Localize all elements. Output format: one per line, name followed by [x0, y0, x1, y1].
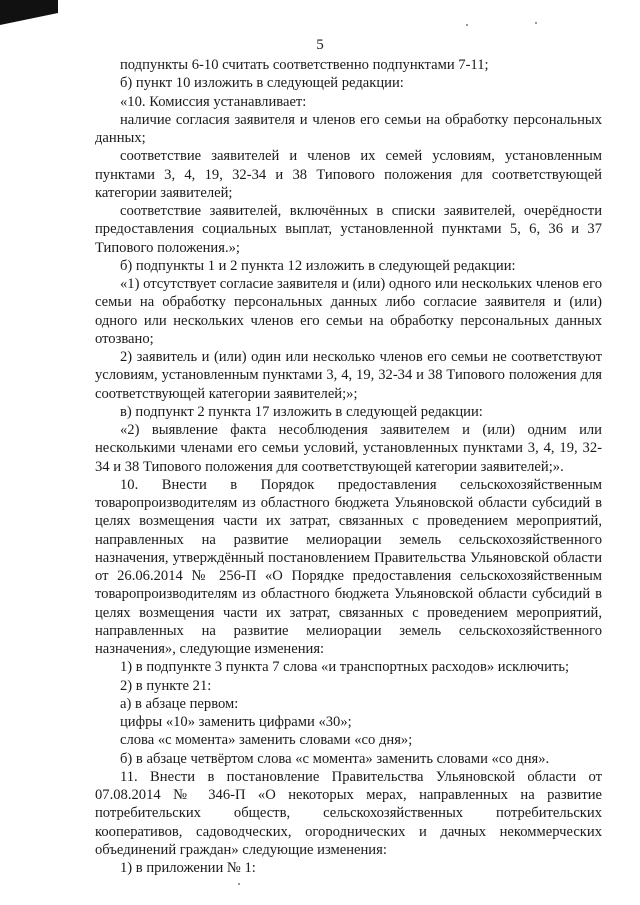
- document-paragraph: подпункты 6-10 считать соответственно подпунктами 7-11;: [120, 57, 489, 73]
- document-body: [95, 56, 602, 877]
- document-paragraph: соответствие заявителей и членов их семей условиям, установленным пунктами 3, 4, 19, 32-34 и 38 Типового положения для соответствующей категории заявителей;: [95, 148, 602, 201]
- document-paragraph: слова «с момента» заменить словами «со дня»;: [120, 732, 413, 749]
- document-paragraph: «10. Комиссия устанавливает:: [120, 93, 307, 110]
- page-number: 5: [316, 37, 324, 53]
- document-paragraph: наличие согласия заявителя и членов его семьи на обработку персональных данных;: [95, 111, 602, 146]
- scan-speck: [535, 22, 537, 24]
- document-paragraph: 10. Внести в Порядок предоставления сельскохозяйственным товаропроизводителям из областного бюджета Ульяновской области субсидий в целях возмещения части их затрат, связанных с проведением мероприятий, направленных на развитие мелиорации земель сельскохозяйственного назначения, утверждённый постановлением Правительства Ульяновской области от 26.06.2014 № 256-П «О Порядке предоставления сельскохозяйственным товаропроизводителям из областного бюджета Ульяновской области субсидий в целях возмещения части их затрат, связанных с проведением мероприятий, направленных на развитие мелиорации земель сельскохозяйственного назначения», следующие изменения:: [95, 476, 602, 657]
- scan-speck: [238, 883, 240, 885]
- document-paragraph: 1) в приложении № 1:: [120, 860, 256, 876]
- scan-speck: [466, 24, 468, 26]
- document-paragraph: в) подпункт 2 пункта 17 изложить в следующей редакции:: [120, 403, 483, 420]
- document-paragraph: цифры «10» заменить цифрами «30»;: [120, 714, 352, 730]
- document-paragraph: б) пункт 10 изложить в следующей редакции:: [120, 75, 404, 92]
- document-paragraph: б) в абзаце четвёртом слова «с момента» заменить словами «со дня».: [120, 750, 550, 767]
- document-paragraph: 2) в пункте 21:: [120, 677, 212, 694]
- document-paragraph: 1) в подпункте 3 пункта 7 слова «и транспортных расходов» исключить;: [120, 659, 570, 676]
- document-paragraph: соответствие заявителей, включённых в списки заявителей, очерёдности предоставления социальных выплат, установленной пунктами 5, 6, 36 и 37 Типового положения.»;: [95, 203, 602, 256]
- document-paragraph: «2) выявление факта несоблюдения заявителем и (или) одним или несколькими членами его семьи условий, установленных пунктами 3, 4, 19, 32-34 и 38 Типового положения для соответствующей категории заявителей;».: [95, 422, 602, 475]
- document-paragraph: б) подпункты 1 и 2 пункта 12 изложить в следующей редакции:: [120, 257, 516, 274]
- document-paragraph: «1) отсутствует согласие заявителя и (или) одного или нескольких членов его семьи на обработку персональных данных либо согласие заявителя и (или) одного или нескольких членов его семьи на обработку персональных данных отозвано;: [95, 276, 602, 347]
- document-paragraph: 2) заявитель и (или) один или несколько членов его семьи не соответствуют условиям, установленным пунктами 3, 4, 19, 32-34 и 38 Типового положения для соответствующей категории заявителей;»;: [95, 349, 602, 402]
- scan-corner-mark-tail: [0, 13, 28, 17]
- document-paragraph: а) в абзаце первом:: [120, 695, 239, 712]
- document-paragraph: 11. Внести в постановление Правительства Ульяновской области от 07.08.2014 № 346-П «О некоторых мерах, направленных на развитие потребительских обществ, сельскохозяйственных потребительских кооперативов, садоводческих, огороднических и дачных некоммерческих объединений граждан» следующие изменения:: [95, 768, 602, 858]
